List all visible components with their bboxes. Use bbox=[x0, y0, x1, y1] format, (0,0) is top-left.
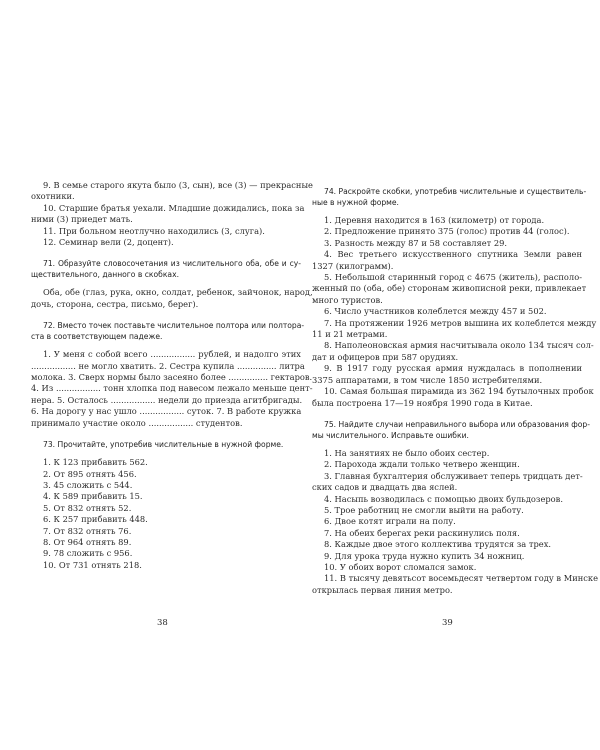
text-line: 1. Деревня находится в 163 (километр) от города. bbox=[324, 215, 545, 225]
text-line: 4. К 589 прибавить 15. bbox=[43, 491, 143, 502]
text-line: много туристов. bbox=[312, 294, 383, 305]
text-line: 5. Небольшой старинный город с 4675 (житель), располо- bbox=[324, 272, 582, 283]
text-line: 6. К 257 прибавить 448. bbox=[43, 514, 148, 525]
text-line: 11. В тысячу девятьсот восемьдесят четвертом году в Минске bbox=[324, 573, 598, 584]
text-line: охотники. bbox=[31, 191, 75, 202]
text-line: ских садов и двадцать два яслей. bbox=[312, 482, 458, 493]
text-line: 1327 (килограмм). bbox=[312, 260, 394, 271]
text-line: 3375 аппаратами, в том числе 1850 истребителями. bbox=[312, 374, 543, 385]
exercise-heading: 74. Раскройте скобки, употребив числительные и существитель- bbox=[324, 187, 587, 196]
text-line: 10. Старшие братья уехали. Младшие дожидались, пока за bbox=[43, 202, 305, 213]
text-line: 9. 78 сложить с 956. bbox=[43, 548, 133, 559]
text-line: 2. Предложение принято 375 (голос) против 44 (голос). bbox=[324, 226, 570, 237]
exercise-heading: ста в соответствующем падеже. bbox=[31, 332, 163, 342]
page-number: 38 bbox=[157, 618, 168, 628]
text-line: 10. У обоих ворот сломался замок. bbox=[324, 561, 477, 572]
text-line: 5. От 832 отнять 52. bbox=[43, 502, 132, 513]
text-line: 9. Для урока труда нужно купить 34 ножниц. bbox=[324, 550, 525, 561]
text-line: 3. 45 сложить с 544. bbox=[43, 479, 133, 490]
text-line: 7. На протяжении 1926 метров вышина их колеблется между bbox=[324, 317, 597, 328]
text-line: Оба, обе (глаз, рука, окно, солдат, ребенок, зайчонок, народ, bbox=[43, 287, 313, 298]
text-line: 11 и 21 метрами. bbox=[312, 329, 388, 340]
text-line: 7. От 832 отнять 76. bbox=[43, 525, 132, 536]
text-line: 12. Семинар вели (2, доцент). bbox=[43, 237, 174, 248]
text-line: 4. Вес третьего искусственного спутника Земли равен bbox=[324, 249, 582, 260]
left-page bbox=[31, 180, 313, 571]
exercise-75-list bbox=[312, 447, 598, 596]
text-line: была построена 17—19 ноября 1990 года в Китае. bbox=[312, 397, 533, 408]
text-line: 6. Двое котят играли на полу. bbox=[324, 516, 456, 527]
text-line: 8. От 964 отнять 89. bbox=[43, 536, 132, 547]
exercise-heading: мы числительного. Исправьте ошибки. bbox=[312, 430, 469, 440]
exercise-heading: ществительного, данного в скобках. bbox=[31, 270, 179, 280]
exercise-heading: 71. Образуйте словосочетания из числительного оба, обе и су- bbox=[43, 259, 301, 269]
text-line: 1. На занятиях не было обоих сестер. bbox=[324, 447, 490, 458]
text-line: принимало участие около ................. студентов. bbox=[31, 417, 243, 428]
page-number: 39 bbox=[442, 618, 453, 628]
text-line: 4. Насыпь возводилась с помощью двоих бульдозеров. bbox=[324, 493, 563, 504]
text-line: 10. От 731 отнять 218. bbox=[43, 559, 142, 570]
text-line: 6. На дорогу у нас ушло ................. суток. 7. В работе кружка bbox=[31, 406, 302, 417]
text-line: 4. Из ................. тонн хлопка под навесом лежало меньше цент- bbox=[31, 383, 313, 394]
text-line: нера. 5. Осталось ................. недели до приезда агитбригады. bbox=[31, 394, 303, 405]
text-line: ними (3) приедет мать. bbox=[31, 214, 133, 225]
text-line: 5. Трое работниц не смогли выйти на работу. bbox=[324, 504, 524, 515]
text-line: 9. В семье старого якута было (3, сын), все (3) — прекрасные bbox=[43, 180, 313, 190]
exercise-heading: ные в нужной форме. bbox=[312, 198, 399, 207]
text-line: 2. Парохода ждали только четверо женщин. bbox=[324, 459, 520, 470]
text-line: женный по (оба, обе) сторонам живописной реки, привлекает bbox=[312, 283, 587, 294]
text-line: 8. Наполеоновская армия насчитывала около 134 тысяч сол- bbox=[324, 340, 594, 351]
text-line: 9. В 1917 году русская армия нуждалась в пополнении bbox=[324, 363, 582, 374]
exercise-heading: 73. Прочитайте, употребив числительные в нужной форме. bbox=[43, 440, 284, 450]
text-line: 10. Самая большая пирамида из 362 194 бутылочных пробок bbox=[324, 386, 594, 397]
right-page bbox=[312, 180, 598, 596]
exercise-73-list bbox=[31, 457, 301, 571]
text-line: 2. От 895 отнять 456. bbox=[43, 468, 137, 479]
text-line: 6. Число участников колеблется между 457 и 502. bbox=[324, 306, 547, 317]
text-line: дат и офицеров при 587 орудиях. bbox=[312, 351, 459, 362]
text-line: 8. Каждые двое этого коллектива трудятся за трех. bbox=[324, 539, 552, 550]
text-line: 1. У меня с собой всего ................. рублей, и надолго этих bbox=[43, 349, 301, 360]
exercise-74-list bbox=[312, 215, 597, 409]
text-line: ................. не могло хватить. 2. Сестра купила ............... литра bbox=[31, 360, 305, 371]
text-line: 3. Главная бухгалтерия обслуживает теперь тридцать дет- bbox=[324, 470, 583, 481]
exercise-heading: 75. Найдите случаи неправильного выбора или образования фор- bbox=[324, 419, 590, 429]
text-line: молока. 3. Сверх нормы было засеяно более ............... гектаров. bbox=[31, 372, 313, 383]
text-line: дочь, сторона, сестра, письмо, берег). bbox=[31, 298, 199, 309]
exercise-heading: 72. Вместо точек поставьте числительное полтора или полтора- bbox=[43, 321, 305, 331]
text-line: 11. При больном неотлучно находились (3, слуга). bbox=[43, 225, 265, 236]
text-line: открылась первая линия метро. bbox=[312, 584, 453, 595]
text-line: 1. К 123 прибавить 562. bbox=[43, 457, 148, 468]
text-line: 3. Разность между 87 и 58 составляет 29. bbox=[324, 237, 508, 248]
text-line: 7. На обеих берегах реки раскинулись поля. bbox=[324, 527, 520, 538]
